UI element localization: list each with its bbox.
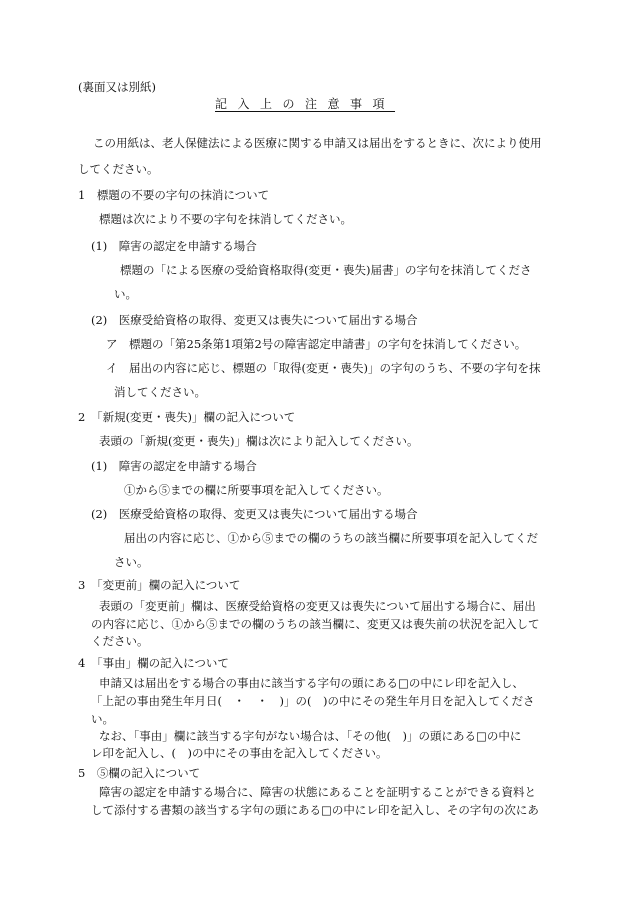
- section-2-body: 表頭の「新規(変更・喪失)」欄は次により記入してください。: [99, 434, 419, 448]
- section-1-sub2-i-1: イ 届出の内容に応じ、標題の「取得(変更・喪失)」の字句のうち、不要の字句を抹: [106, 361, 541, 375]
- section-4-body-1: 申請又は届出をする場合の事由に該当する字句の頭にある□の中にレ印を記入し、: [99, 676, 524, 690]
- section-1-sub2-i-2: 消してください。: [114, 385, 206, 399]
- section-4-body-3: い。: [91, 712, 114, 726]
- section-2-sub2-heading: (2) 医療受給資格の取得、変更又は喪失について届出する場合: [91, 507, 418, 521]
- section-4-body-2: 「上記の事由発生年月日( ・ ・ )」の( )の中にその発生年月日を記入してくださ: [91, 694, 535, 708]
- section-2-sub2-body-2: さい。: [114, 555, 149, 569]
- section-5-body-2: して添付する書類の該当する字句の頭にある□の中にレ印を記入し、その字句の次にあ: [91, 803, 539, 817]
- section-4-heading: 4 「事由」欄の記入について: [78, 656, 229, 670]
- section-3-heading: 3 「変更前」欄の記入について: [78, 578, 241, 592]
- header-note: (裏面又は別紙): [78, 80, 156, 94]
- section-3-body-1: 表頭の「変更前」欄は、医療受給資格の変更又は喪失について届出する場合に、届出: [99, 599, 536, 613]
- section-1-sub1-body-1: 標題の「による医療の受給資格取得(変更・喪失)届書」の字句を抹消してくださ: [120, 263, 532, 277]
- section-4-body-4: なお、「事由」欄に該当する字句がない場合は、「その他( )」の頭にある□の中に: [99, 729, 522, 743]
- section-3-body-3: ください。: [91, 634, 149, 648]
- section-5-body-1: 障害の認定を申請する場合に、障害の状態にあることを証明することができる資料と: [99, 785, 536, 799]
- section-1-body: 標題は次により不要の字句を抹消してください。: [99, 212, 352, 226]
- section-2-heading: 2 「新規(変更・喪失)」欄の記入について: [78, 410, 296, 424]
- section-2-sub1-heading: (1) 障害の認定を申請する場合: [91, 459, 257, 473]
- section-5-heading: 5 ⑤欄の記入について: [78, 766, 201, 780]
- intro-line-2: してください。: [78, 162, 159, 176]
- section-1-sub2-a: ア 標題の「第25条第1項第2号の障害認定申請書」の字句を抹消してください。: [106, 337, 527, 351]
- section-4-body-5: レ印を記入し、( )の中にその事由を記入してください。: [91, 746, 388, 760]
- document-title: 記入上の注意事項: [215, 97, 396, 111]
- section-2-sub2-body-1: 届出の内容に応じ、①から⑤までの欄のうちの該当欄に所要事項を記入してくだ: [124, 531, 538, 545]
- section-1-heading: 1 標題の不要の字句の抹消について: [78, 188, 270, 202]
- section-1-sub2-heading: (2) 医療受給資格の取得、変更又は喪失について届出する場合: [91, 313, 418, 327]
- section-1-sub1-heading: (1) 障害の認定を申請する場合: [91, 239, 257, 253]
- intro-line-1: この用紙は、老人保健法による医療に関する申請又は届出をするときに、次により使用: [93, 136, 542, 150]
- section-2-sub1-body: ①から⑤までの欄に所要事項を記入してください。: [124, 483, 389, 497]
- section-1-sub1-body-2: い。: [114, 287, 137, 301]
- section-3-body-2: の内容に応じ、①から⑤までの欄のうちの該当欄に、変更又は喪失前の状況を記入して: [91, 617, 540, 631]
